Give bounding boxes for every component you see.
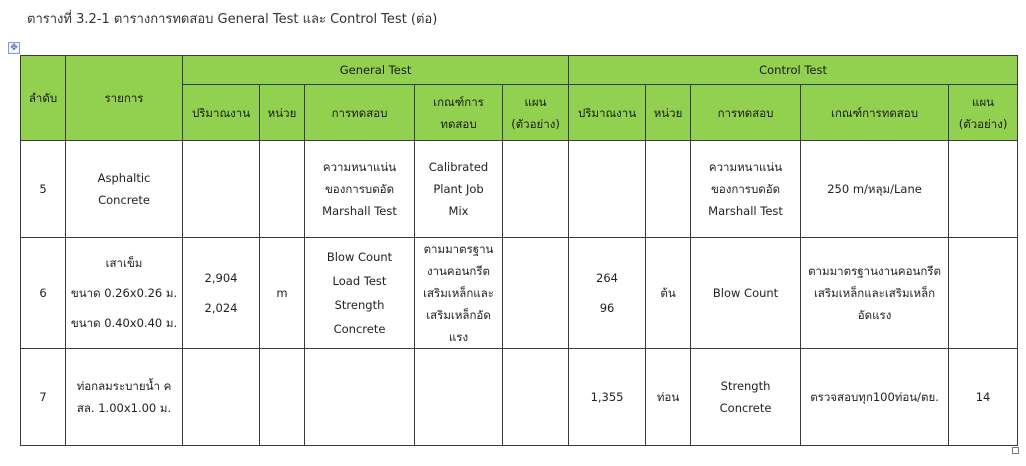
header-general-quantity: ปริมาณงาน	[183, 85, 260, 141]
cell-order: 6	[21, 238, 66, 349]
test-table	[20, 55, 1018, 446]
cell-item	[66, 349, 183, 446]
move-arrows-icon[interactable]: ✥	[8, 42, 20, 54]
cell-general-plan	[503, 238, 569, 349]
header-control-plan: แผน (ตัวอย่าง)	[949, 85, 1018, 141]
cell-control-test-line: Concrete	[719, 401, 772, 415]
cell-item	[66, 141, 183, 238]
cell-general-quantity	[183, 141, 260, 238]
cell-general-criteria-line: งานคอนกรีต	[426, 264, 490, 278]
cell-general-test-line: Marshall Test	[322, 204, 397, 218]
cell-general-test	[305, 238, 415, 349]
table-resize-handle[interactable]	[1012, 447, 1019, 454]
cell-general-test-line: Blow Count	[326, 250, 393, 264]
cell-item	[66, 238, 183, 349]
cell-general-criteria	[415, 238, 503, 349]
cell-control-quantity	[569, 141, 646, 238]
cell-general-criteria-line: Plant Job	[433, 182, 484, 196]
cell-control-quantity	[569, 238, 646, 349]
cell-control-test	[691, 349, 801, 446]
header-general-criteria: เกณฑ์การ ทดสอบ	[415, 85, 503, 141]
cell-general-criteria-line: แรง	[448, 330, 469, 344]
cell-control-test-line: ความหนาแน่น	[708, 160, 783, 174]
cell-general-test	[305, 141, 415, 238]
cell-control-plan	[949, 141, 1018, 238]
cell-item-line: Concrete	[98, 193, 150, 207]
cell-general-criteria	[415, 349, 503, 446]
cell-control-test-line: Blow Count	[712, 286, 779, 300]
cell-general-criteria-line: เสริมเหล็กและ	[423, 286, 494, 300]
cell-general-quantity-line: 2,024	[204, 301, 238, 315]
header-order: ลำดับ	[21, 56, 66, 141]
cell-general-criteria	[415, 141, 503, 238]
cell-control-unit: ท่อน	[646, 349, 691, 446]
cell-general-quantity	[183, 349, 260, 446]
cell-general-unit	[260, 349, 305, 446]
table-row	[21, 349, 1018, 446]
cell-control-criteria-line: อัดแรง	[857, 308, 892, 322]
cell-control-test-line: ของการบดอัด	[710, 182, 781, 196]
cell-control-test	[691, 141, 801, 238]
cell-control-criteria-line: ตรวจสอบทุก100ท่อน/ตย.	[810, 390, 939, 404]
cell-general-test-line: Load Test	[332, 274, 387, 288]
header-general-plan: แผน (ตัวอย่าง)	[503, 85, 569, 141]
cell-order: 7	[21, 349, 66, 446]
cell-control-criteria-line: ตามมาตรฐานงานคอนกรีต	[808, 264, 941, 278]
header-control-quantity: ปริมาณงาน	[569, 85, 646, 141]
cell-control-quantity-line: 96	[599, 301, 615, 315]
cell-control-criteria	[801, 238, 949, 349]
header-general-test-method: การทดสอบ	[305, 85, 415, 141]
cell-general-criteria-line: เสริมเหล็กอัด	[426, 308, 491, 322]
cell-item-line: ขนาด 0.26x0.26 ม.	[70, 286, 178, 300]
cell-control-plan	[949, 238, 1018, 349]
cell-general-unit	[260, 141, 305, 238]
cell-general-plan	[503, 349, 569, 446]
cell-control-criteria-line: 250 m/หลุม/Lane	[827, 182, 922, 196]
cell-general-criteria-line: Calibrated	[428, 160, 489, 174]
cell-control-unit: ต้น	[646, 238, 691, 349]
cell-general-criteria-line: Mix	[448, 204, 469, 218]
cell-general-test-line: ความหนาแน่น	[322, 160, 397, 174]
header-item: รายการ	[66, 56, 183, 141]
cell-general-criteria-line: ตามมาตรฐาน	[423, 242, 494, 256]
header-general-test: General Test	[183, 56, 569, 85]
table-caption: ตารางที่ 3.2-1 ตารางการทดสอบ General Test และ Control Test (ต่อ)	[27, 12, 438, 27]
cell-control-criteria-line: เสริมเหล็กและเสริมเหล็ก	[813, 286, 936, 300]
header-general-unit: หน่วย	[260, 85, 305, 141]
cell-item-line: ท่อกลมระบายน้ำ ค	[76, 379, 172, 393]
header-row-top	[21, 56, 1018, 85]
cell-control-plan: 14	[949, 349, 1018, 446]
cell-item-line: สล. 1.00x1.00 ม.	[76, 401, 172, 415]
cell-general-test-line: ของการบดอัด	[324, 182, 395, 196]
cell-control-quantity	[569, 349, 646, 446]
cell-general-test-line: Concrete	[333, 322, 386, 336]
cell-item-line: Asphaltic	[97, 171, 151, 185]
table-row	[21, 238, 1018, 349]
cell-order: 5	[21, 141, 66, 238]
cell-general-quantity-line: 2,904	[204, 271, 238, 285]
cell-control-test	[691, 238, 801, 349]
cell-item-line: ขนาด 0.40x0.40 ม.	[70, 316, 178, 330]
cell-general-plan	[503, 141, 569, 238]
header-control-test: Control Test	[569, 56, 1018, 85]
cell-general-test	[305, 349, 415, 446]
cell-control-criteria	[801, 141, 949, 238]
table-row	[21, 141, 1018, 238]
header-control-criteria: เกณฑ์การทดสอบ	[801, 85, 949, 141]
cell-general-test-line: Strength	[334, 298, 385, 312]
cell-general-quantity	[183, 238, 260, 349]
cell-control-test-line: Strength	[720, 379, 771, 393]
cell-item-line: เสาเข็ม	[105, 256, 143, 270]
cell-control-quantity-line: 1,355	[590, 390, 624, 404]
cell-control-criteria	[801, 349, 949, 446]
cell-general-unit: m	[260, 238, 305, 349]
cell-control-unit	[646, 141, 691, 238]
cell-control-quantity-line: 264	[596, 271, 618, 285]
header-control-test-method: การทดสอบ	[691, 85, 801, 141]
header-control-unit: หน่วย	[646, 85, 691, 141]
cell-control-test-line: Marshall Test	[708, 204, 783, 218]
